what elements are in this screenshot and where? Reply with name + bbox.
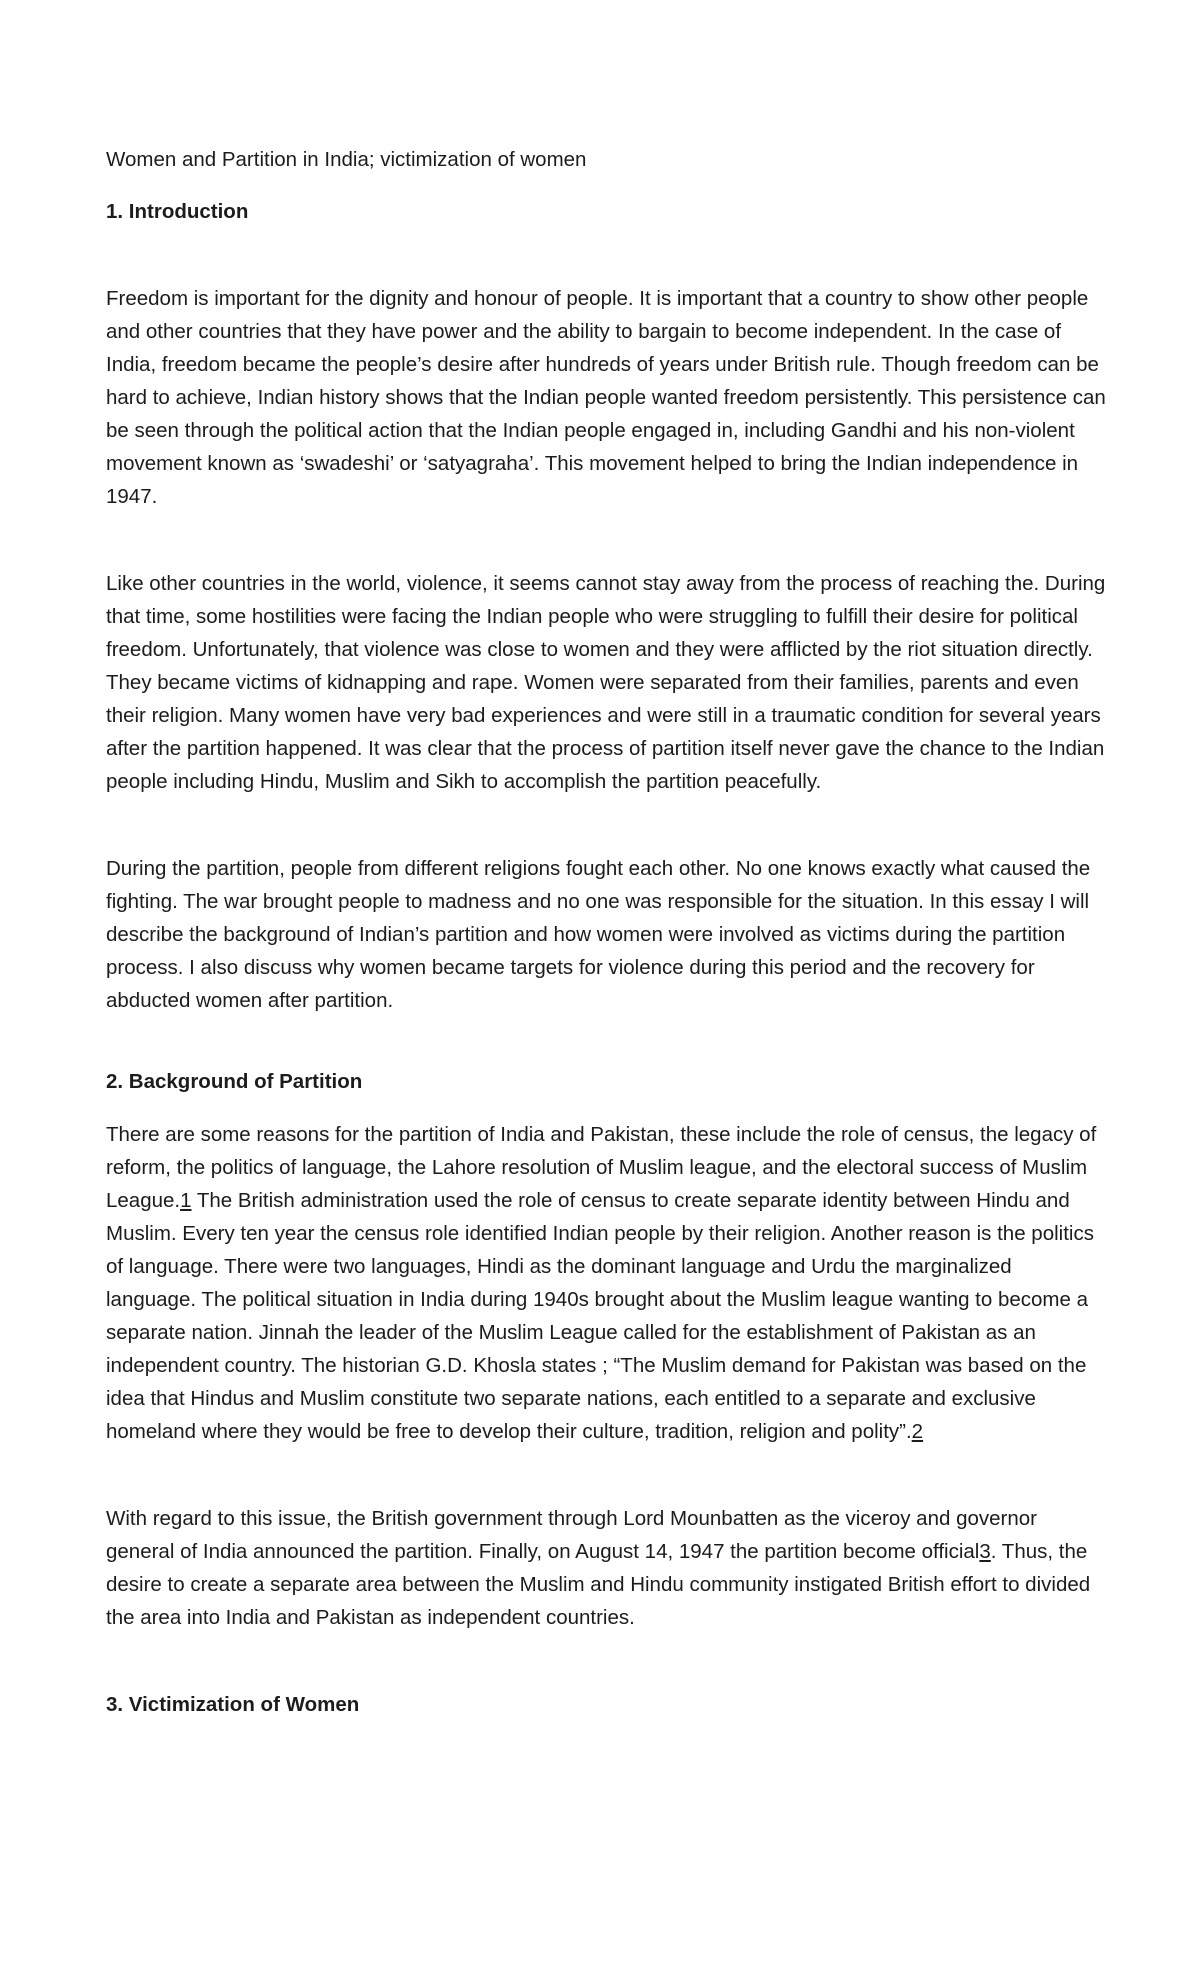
footnote-link-3[interactable]: 3 (979, 1540, 991, 1563)
background-paragraph-1 (106, 1118, 1106, 1448)
background-paragraph-2 (106, 1502, 1106, 1634)
spacer (106, 228, 1106, 282)
section-heading-introduction: 1. Introduction (106, 200, 249, 223)
background-paragraph-2-text-b: . Thus, the desire to create a separate area between the Muslim and Hindu community instigated British effort to divided the area into India and Pakistan as independent countries. (106, 1540, 1091, 1629)
spacer (106, 1634, 1106, 1688)
footnote-link-2[interactable]: 2 (911, 1420, 924, 1443)
intro-paragraph-2: Like other countries in the world, violence, it seems cannot stay away from the process of reaching the. During that time, some hostilities were facing the Indian people who were struggling to fulfill their desire for political freedom. Unfortunately, that violence was close to women and they were afflicted by the riot situation directly. They became victims of kidnapping and rape. Women were separated from their families, parents and even their religion. Many women have very bad experiences and were still in a traumatic condition for several years after the partition happened. It was clear that the process of partition itself never gave the chance to the Indian people including Hindu, Muslim and Sikh to accomplish the partition peacefully. (106, 572, 1106, 793)
section-heading-victimization: 3. Victimization of Women (106, 1693, 360, 1716)
document-body (106, 143, 1106, 1721)
spacer (106, 1017, 1106, 1065)
intro-paragraph-1: Freedom is important for the dignity and honour of people. It is important that a country to show other people and other countries that they have power and the ability to bargain to become independent. In the case of India, freedom became the people’s desire after hundreds of years under British rule. Though freedom can be hard to achieve, Indian history shows that the Indian people wanted freedom persistently. This persistence can be seen through the political action that the Indian people engaged in, including Gandhi and his non-violent movement known as ‘swadeshi’ or ‘satyagraha’. This movement helped to bring the Indian independence in 1947. (106, 287, 1106, 508)
section-heading-background: 2. Background of Partition (106, 1070, 363, 1093)
background-paragraph-1-text-b: The British administration used the role of census to create separate identity between Hindu and Muslim. Every ten year the census role identified Indian people by their religion. Another reason is the politics of language. There were two languages, Hindi as the dominant language and Urdu the marginalized language. The political situation in India during 1940s brought about the Muslim league wanting to become a separate nation. Jinnah the leader of the Muslim League called for the establishment of Pakistan as an independent country. The historian G.D. Khosla states ; “The Muslim demand for Pakistan was based on the idea that Hindus and Muslim constitute two separate nations, each entitled to a separate and exclusive homeland where they would be free to develop their culture, tradition, religion and polity”. (106, 1189, 1094, 1443)
document-title: Women and Partition in India; victimization of women (106, 148, 587, 171)
spacer (106, 798, 1106, 852)
background-paragraph-1-text-a: There are some reasons for the partition of India and Pakistan, these include the role of census, the legacy of reform, the politics of language, the Lahore resolution of Muslim league, and the electoral success of Muslim League. (106, 1123, 1097, 1212)
background-paragraph-2-text-a: With regard to this issue, the British government through Lord Mounbatten as the viceroy and governor general of India announced the partition. Finally, on August 14, 1947 the partition become official (106, 1507, 1037, 1563)
intro-paragraph-3: During the partition, people from different religions fought each other. No one knows exactly what caused the fighting. The war brought people to madness and no one was responsible for the situation. In this essay I will describe the background of Indian’s partition and how women were involved as victims during the partition process. I also discuss why women became targets for violence during this period and the recovery for abducted women after partition. (106, 857, 1091, 1012)
spacer (106, 513, 1106, 567)
spacer (106, 1448, 1106, 1502)
spacer (106, 1098, 1106, 1118)
footnote-link-1[interactable]: 1 (180, 1189, 192, 1212)
